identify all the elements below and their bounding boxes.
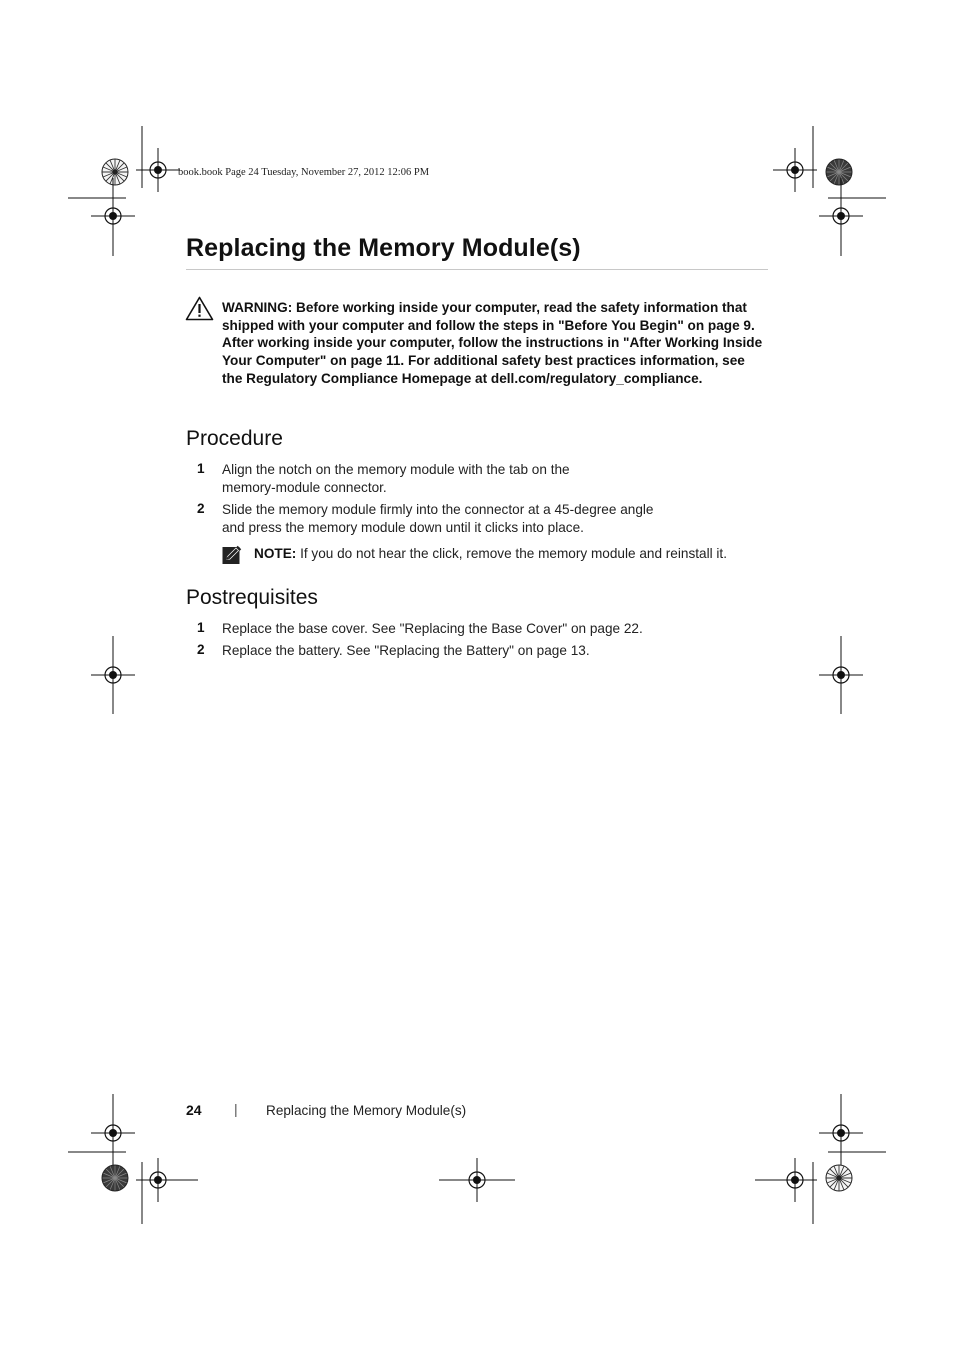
- warning-triangle-icon: [185, 296, 214, 321]
- footer-page-number: 24: [186, 1102, 202, 1118]
- postrequisites-step-2: Replace the battery. See "Replacing the Battery" on page 13.: [222, 643, 590, 658]
- procedure-step-1-number: 1: [197, 461, 205, 476]
- footer-separator: |: [234, 1101, 238, 1117]
- procedure-step-1-line-1: Align the notch on the memory module with the tab on the: [222, 462, 570, 477]
- title-rule: [186, 269, 768, 270]
- warning-text: WARNING: Before working inside your computer, read the safety information that shipped with your computer and follow the steps in "Before You Begin" on page 9. After working inside your computer, follow the instructions in "After Working Inside Your Computer" on page 11. For additional safety best practices information, see the Regulatory Compliance Homepage at dell.com/regulatory_compliance.: [222, 300, 763, 386]
- procedure-step-1: [222, 461, 782, 497]
- procedure-heading: Procedure: [186, 427, 283, 450]
- procedure-step-2: [222, 501, 782, 537]
- page-title: Replacing the Memory Module(s): [186, 234, 581, 262]
- note-text: If you do not hear the click, remove the memory module and reinstall it.: [296, 546, 727, 561]
- note-label: NOTE:: [254, 546, 297, 561]
- procedure-step-1-line-2: memory-module connector.: [222, 480, 387, 495]
- postrequisites-heading: Postrequisites: [186, 586, 318, 609]
- postrequisites-step-1: Replace the base cover. See "Replacing the Base Cover" on page 22.: [222, 621, 643, 636]
- procedure-step-2-number: 2: [197, 501, 205, 516]
- note-pencil-icon: [222, 545, 242, 565]
- procedure-step-2-line-2: and press the memory module down until it clicks into place.: [222, 520, 584, 535]
- postrequisites-step-1-number: 1: [197, 620, 205, 635]
- print-slug: book.book Page 24 Tuesday, November 27, 2012 12:06 PM: [178, 167, 430, 178]
- postrequisites-step-2-number: 2: [197, 642, 205, 657]
- procedure-step-2-line-1: Slide the memory module firmly into the connector at a 45-degree angle: [222, 502, 654, 517]
- note: [254, 546, 727, 561]
- footer-running-title: Replacing the Memory Module(s): [266, 1103, 467, 1118]
